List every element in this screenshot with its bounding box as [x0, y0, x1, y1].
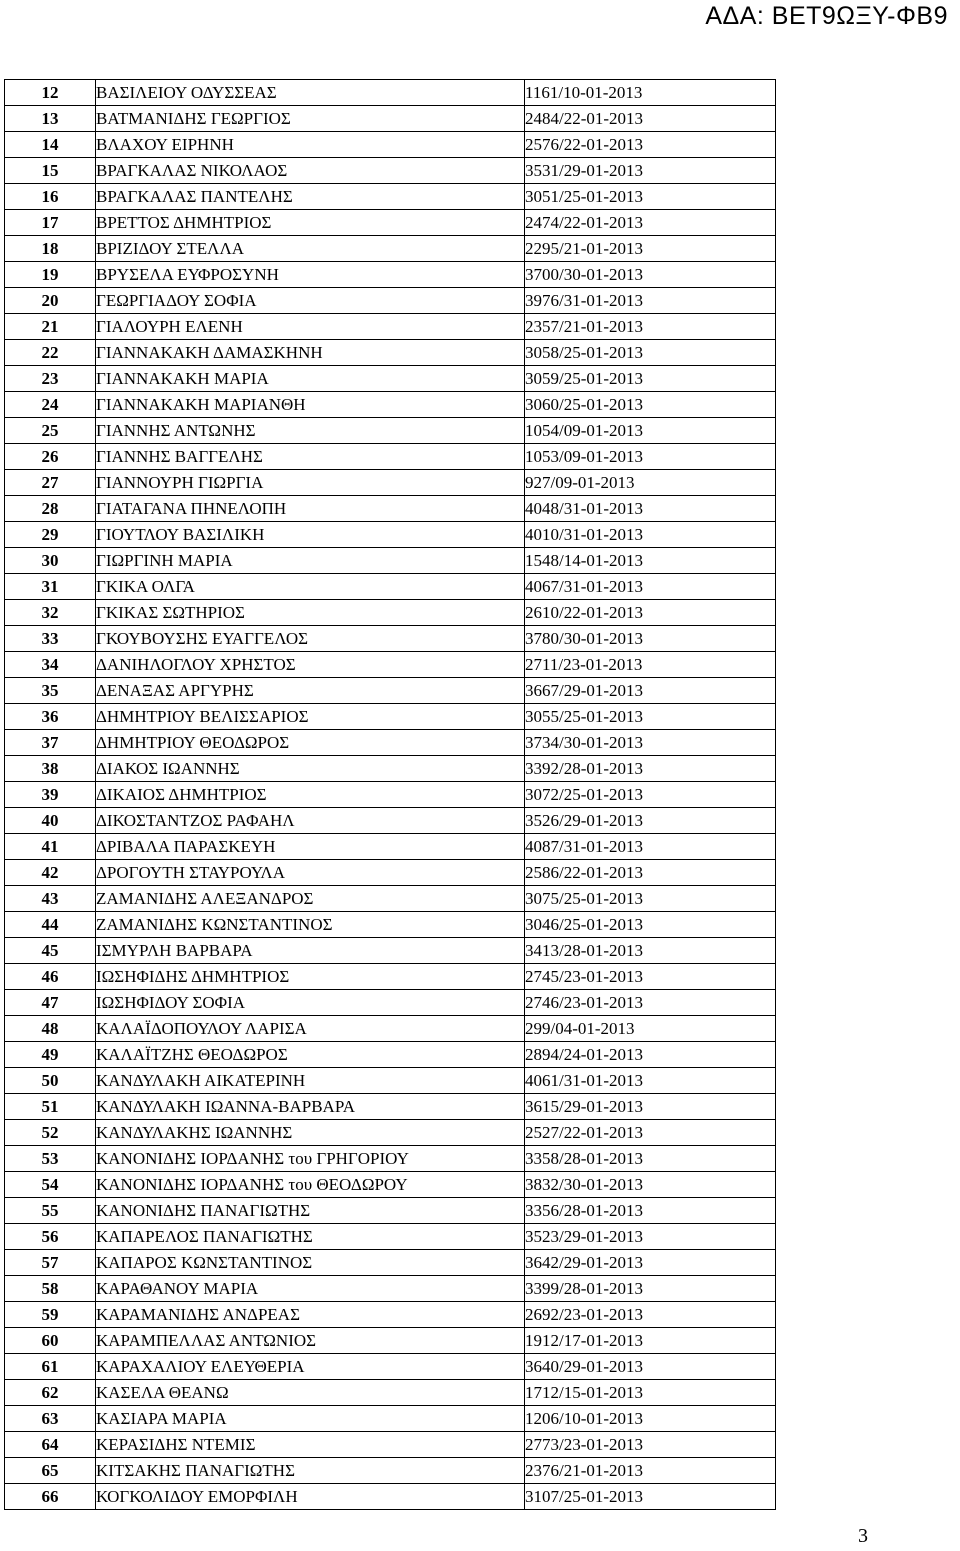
table-row [5, 392, 935, 418]
row-blank-cell [776, 1354, 935, 1380]
table-row [5, 938, 935, 964]
row-blank-cell [776, 1484, 935, 1510]
row-number: 52 [5, 1120, 96, 1146]
row-number: 36 [5, 704, 96, 730]
row-name: ΚΑΝΟΝΙΔΗΣ ΙΟΡΔΑΝΗΣ του ΘΕΟΔΩΡΟΥ [96, 1172, 525, 1198]
row-blank-cell [776, 990, 935, 1016]
row-number: 63 [5, 1406, 96, 1432]
table-row [5, 600, 935, 626]
row-protocol: 1548/14-01-2013 [525, 548, 776, 574]
row-protocol: 3523/29-01-2013 [525, 1224, 776, 1250]
row-name: ΚΑΣΙΑΡΑ ΜΑΡΙΑ [96, 1406, 525, 1432]
row-number: 65 [5, 1458, 96, 1484]
row-name: ΓΚΙΚΑΣ ΣΩΤΗΡΙΟΣ [96, 600, 525, 626]
table-row [5, 1068, 935, 1094]
row-blank-cell [776, 132, 935, 158]
table-row [5, 730, 935, 756]
row-blank-cell [776, 860, 935, 886]
row-number: 37 [5, 730, 96, 756]
row-blank-cell [776, 626, 935, 652]
row-blank-cell [776, 912, 935, 938]
row-protocol: 3780/30-01-2013 [525, 626, 776, 652]
row-number: 23 [5, 366, 96, 392]
row-protocol: 1712/15-01-2013 [525, 1380, 776, 1406]
row-number: 46 [5, 964, 96, 990]
row-number: 17 [5, 210, 96, 236]
row-number: 31 [5, 574, 96, 600]
row-name: ΚΑΠΑΡΕΛΟΣ ΠΑΝΑΓΙΩΤΗΣ [96, 1224, 525, 1250]
table-row [5, 678, 935, 704]
row-name: ΔΙΚΟΣΤΑΝΤΖΟΣ ΡΑΦΑΗΛ [96, 808, 525, 834]
row-name: ΚΑΝΟΝΙΔΗΣ ΙΟΡΔΑΝΗΣ του ΓΡΗΓΟΡΙΟΥ [96, 1146, 525, 1172]
row-number: 44 [5, 912, 96, 938]
row-protocol: 3526/29-01-2013 [525, 808, 776, 834]
row-protocol: 3700/30-01-2013 [525, 262, 776, 288]
row-name: ΖΑΜΑΝΙΔΗΣ ΑΛΕΞΑΝΔΡΟΣ [96, 886, 525, 912]
table-row [5, 652, 935, 678]
row-number: 55 [5, 1198, 96, 1224]
row-blank-cell [776, 964, 935, 990]
row-protocol: 3392/28-01-2013 [525, 756, 776, 782]
table-row [5, 886, 935, 912]
row-protocol: 4010/31-01-2013 [525, 522, 776, 548]
row-protocol: 3356/28-01-2013 [525, 1198, 776, 1224]
row-protocol: 4087/31-01-2013 [525, 834, 776, 860]
row-blank-cell [776, 834, 935, 860]
row-number: 30 [5, 548, 96, 574]
row-protocol: 3832/30-01-2013 [525, 1172, 776, 1198]
row-number: 45 [5, 938, 96, 964]
row-number: 32 [5, 600, 96, 626]
row-protocol: 2894/24-01-2013 [525, 1042, 776, 1068]
table-row [5, 210, 935, 236]
row-name: ΚΑΣΕΛΑ ΘΕΑΝΩ [96, 1380, 525, 1406]
row-protocol: 299/04-01-2013 [525, 1016, 776, 1042]
row-blank-cell [776, 600, 935, 626]
table-row [5, 1198, 935, 1224]
row-blank-cell [776, 262, 935, 288]
table-row [5, 1380, 935, 1406]
row-protocol: 1206/10-01-2013 [525, 1406, 776, 1432]
row-blank-cell [776, 444, 935, 470]
table-row [5, 1250, 935, 1276]
row-number: 26 [5, 444, 96, 470]
row-name: ΚΑΡΑΜΑΝΙΔΗΣ ΑΝΔΡΕΑΣ [96, 1302, 525, 1328]
row-number: 16 [5, 184, 96, 210]
row-name: ΚΑΡΑΜΠΕΛΛΑΣ ΑΝΤΩΝΙΟΣ [96, 1328, 525, 1354]
row-protocol: 2711/23-01-2013 [525, 652, 776, 678]
row-name: ΚΑΡΑΧΑΛΙΟΥ ΕΛΕΥΘΕΡΙΑ [96, 1354, 525, 1380]
row-protocol: 2376/21-01-2013 [525, 1458, 776, 1484]
row-number: 48 [5, 1016, 96, 1042]
table-row [5, 106, 935, 132]
row-name: ΚΑΝΔΥΛΑΚΗ ΙΩΑΝΝΑ-ΒΑΡΒΑΡΑ [96, 1094, 525, 1120]
row-name: ΒΡΕΤΤΟΣ ΔΗΜΗΤΡΙΟΣ [96, 210, 525, 236]
row-number: 64 [5, 1432, 96, 1458]
table-row [5, 1016, 935, 1042]
row-name: ΔΕΝΑΞΑΣ ΑΡΓΥΡΗΣ [96, 678, 525, 704]
row-name: ΔΙΚΑΙΟΣ ΔΗΜΗΤΡΙΟΣ [96, 782, 525, 808]
row-name: ΚΑΝΔΥΛΑΚΗ ΑΙΚΑΤΕΡΙΝΗ [96, 1068, 525, 1094]
row-number: 57 [5, 1250, 96, 1276]
row-blank-cell [776, 1042, 935, 1068]
table-row [5, 340, 935, 366]
row-protocol: 3051/25-01-2013 [525, 184, 776, 210]
row-number: 66 [5, 1484, 96, 1510]
table-row [5, 1302, 935, 1328]
row-name: ΚΑΛΑΪΤΖΗΣ ΘΕΟΔΩΡΟΣ [96, 1042, 525, 1068]
row-protocol: 1053/09-01-2013 [525, 444, 776, 470]
row-blank-cell [776, 158, 935, 184]
row-name: ΒΡΥΣΕΛΑ ΕΥΦΡΟΣΥΝΗ [96, 262, 525, 288]
table-row [5, 626, 935, 652]
table-row [5, 496, 935, 522]
row-name: ΒΡΑΓΚΑΛΑΣ ΠΑΝΤΕΛΗΣ [96, 184, 525, 210]
row-number: 61 [5, 1354, 96, 1380]
row-name: ΓΚΙΚΑ ΟΛΓΑ [96, 574, 525, 600]
row-blank-cell [776, 1328, 935, 1354]
row-blank-cell [776, 1068, 935, 1094]
row-blank-cell [776, 1016, 935, 1042]
row-blank-cell [776, 1198, 935, 1224]
row-number: 18 [5, 236, 96, 262]
row-name: ΔΑΝΙΗΛΟΓΛΟΥ ΧΡΗΣΤΟΣ [96, 652, 525, 678]
row-number: 24 [5, 392, 96, 418]
row-number: 62 [5, 1380, 96, 1406]
row-blank-cell [776, 1224, 935, 1250]
table-row [5, 756, 935, 782]
table-row [5, 1224, 935, 1250]
row-blank-cell [776, 808, 935, 834]
row-blank-cell [776, 210, 935, 236]
row-number: 29 [5, 522, 96, 548]
row-number: 60 [5, 1328, 96, 1354]
row-number: 59 [5, 1302, 96, 1328]
row-blank-cell [776, 366, 935, 392]
row-blank-cell [776, 1146, 935, 1172]
row-name: ΓΙΑΝΝΗΣ ΒΑΓΓΕΛΗΣ [96, 444, 525, 470]
row-blank-cell [776, 574, 935, 600]
row-protocol: 4048/31-01-2013 [525, 496, 776, 522]
row-protocol: 3058/25-01-2013 [525, 340, 776, 366]
table-row [5, 912, 935, 938]
row-name: ΚΑΛΑΪΔΟΠΟΥΛΟΥ ΛΑΡΙΣΑ [96, 1016, 525, 1042]
row-number: 13 [5, 106, 96, 132]
table-row [5, 964, 935, 990]
table-row [5, 236, 935, 262]
table-row [5, 522, 935, 548]
row-protocol: 2474/22-01-2013 [525, 210, 776, 236]
table-row [5, 1406, 935, 1432]
row-name: ΙΩΣΗΦΙΔΗΣ ΔΗΜΗΤΡΙΟΣ [96, 964, 525, 990]
row-name: ΚΕΡΑΣΙΔΗΣ ΝΤΕΜΙΣ [96, 1432, 525, 1458]
row-blank-cell [776, 496, 935, 522]
row-name: ΒΑΣΙΛΕΙΟΥ ΟΔΥΣΣΕΑΣ [96, 80, 525, 106]
table-row [5, 704, 935, 730]
row-blank-cell [776, 392, 935, 418]
row-number: 49 [5, 1042, 96, 1068]
row-name: ΓΚΟΥΒΟΥΣΗΣ ΕΥΑΓΓΕΛΟΣ [96, 626, 525, 652]
row-blank-cell [776, 1406, 935, 1432]
roster-table [4, 79, 935, 1510]
row-protocol: 2576/22-01-2013 [525, 132, 776, 158]
row-name: ΓΙΑΝΝΑΚΑΚΗ ΔΑΜΑΣΚΗΝΗ [96, 340, 525, 366]
table-row [5, 80, 935, 106]
table-row [5, 860, 935, 886]
row-blank-cell [776, 1172, 935, 1198]
row-number: 28 [5, 496, 96, 522]
table-row [5, 1042, 935, 1068]
table-row [5, 1458, 935, 1484]
row-name: ΖΑΜΑΝΙΔΗΣ ΚΩΝΣΤΑΝΤΙΝΟΣ [96, 912, 525, 938]
row-number: 39 [5, 782, 96, 808]
table-row [5, 366, 935, 392]
row-blank-cell [776, 1276, 935, 1302]
row-number: 42 [5, 860, 96, 886]
row-blank-cell [776, 340, 935, 366]
row-blank-cell [776, 80, 935, 106]
row-protocol: 927/09-01-2013 [525, 470, 776, 496]
row-number: 40 [5, 808, 96, 834]
row-protocol: 2527/22-01-2013 [525, 1120, 776, 1146]
row-name: ΓΙΑΝΝΗΣ ΑΝΤΩΝΗΣ [96, 418, 525, 444]
row-blank-cell [776, 704, 935, 730]
row-number: 33 [5, 626, 96, 652]
row-protocol: 3399/28-01-2013 [525, 1276, 776, 1302]
table-row [5, 548, 935, 574]
row-name: ΚΙΤΣΑΚΗΣ ΠΑΝΑΓΙΩΤΗΣ [96, 1458, 525, 1484]
row-name: ΓΙΑΛΟΥΡΗ ΕΛΕΝΗ [96, 314, 525, 340]
row-protocol: 3075/25-01-2013 [525, 886, 776, 912]
row-name: ΔΗΜΗΤΡΙΟΥ ΒΕΛΙΣΣΑΡΙΟΣ [96, 704, 525, 730]
row-protocol: 2484/22-01-2013 [525, 106, 776, 132]
row-blank-cell [776, 730, 935, 756]
row-number: 38 [5, 756, 96, 782]
row-number: 27 [5, 470, 96, 496]
row-number: 22 [5, 340, 96, 366]
table-row [5, 1328, 935, 1354]
table-row [5, 574, 935, 600]
table-row [5, 132, 935, 158]
table-row [5, 1146, 935, 1172]
row-blank-cell [776, 522, 935, 548]
row-name: ΙΩΣΗΦΙΔΟΥ ΣΟΦΙΑ [96, 990, 525, 1016]
row-blank-cell [776, 1094, 935, 1120]
row-name: ΔΡΙΒΑΛΑ ΠΑΡΑΣΚΕΥΗ [96, 834, 525, 860]
row-name: ΓΙΑΝΝΑΚΑΚΗ ΜΑΡΙΑ [96, 366, 525, 392]
row-blank-cell [776, 756, 935, 782]
row-blank-cell [776, 236, 935, 262]
row-protocol: 4067/31-01-2013 [525, 574, 776, 600]
table-row [5, 990, 935, 1016]
row-number: 41 [5, 834, 96, 860]
row-name: ΒΛΑΧΟΥ ΕΙΡΗΝΗ [96, 132, 525, 158]
row-name: ΔΡΟΓΟΥΤΗ ΣΤΑΥΡΟΥΛΑ [96, 860, 525, 886]
row-number: 14 [5, 132, 96, 158]
table-row [5, 444, 935, 470]
page-number: 3 [858, 1525, 868, 1547]
table-row [5, 1432, 935, 1458]
row-blank-cell [776, 418, 935, 444]
row-protocol: 3358/28-01-2013 [525, 1146, 776, 1172]
row-protocol: 2357/21-01-2013 [525, 314, 776, 340]
row-name: ΚΑΠΑΡΟΣ ΚΩΝΣΤΑΝΤΙΝΟΣ [96, 1250, 525, 1276]
table-row [5, 1094, 935, 1120]
row-protocol: 3413/28-01-2013 [525, 938, 776, 964]
row-protocol: 3642/29-01-2013 [525, 1250, 776, 1276]
row-blank-cell [776, 1458, 935, 1484]
row-name: ΚΑΝΟΝΙΔΗΣ ΠΑΝΑΓΙΩΤΗΣ [96, 1198, 525, 1224]
row-name: ΓΙΑΝΝΟΥΡΗ ΓΙΩΡΓΙΑ [96, 470, 525, 496]
row-number: 56 [5, 1224, 96, 1250]
row-number: 19 [5, 262, 96, 288]
row-number: 58 [5, 1276, 96, 1302]
row-protocol: 2586/22-01-2013 [525, 860, 776, 886]
table-row [5, 1276, 935, 1302]
row-protocol: 2295/21-01-2013 [525, 236, 776, 262]
row-protocol: 3059/25-01-2013 [525, 366, 776, 392]
row-protocol: 3615/29-01-2013 [525, 1094, 776, 1120]
row-name: ΚΑΡΑΘΑΝΟΥ ΜΑΡΙΑ [96, 1276, 525, 1302]
table-row [5, 1484, 935, 1510]
row-blank-cell [776, 1302, 935, 1328]
row-blank-cell [776, 1432, 935, 1458]
table-row [5, 1354, 935, 1380]
table-row [5, 1120, 935, 1146]
row-name: ΚΑΝΔΥΛΑΚΗΣ ΙΩΑΝΝΗΣ [96, 1120, 525, 1146]
row-number: 20 [5, 288, 96, 314]
row-blank-cell [776, 314, 935, 340]
row-name: ΒΡΙΖΙΔΟΥ ΣΤΕΛΛΑ [96, 236, 525, 262]
row-protocol: 3060/25-01-2013 [525, 392, 776, 418]
row-protocol: 3640/29-01-2013 [525, 1354, 776, 1380]
row-blank-cell [776, 1250, 935, 1276]
row-name: ΓΙΩΡΓΙΝΗ ΜΑΡΙΑ [96, 548, 525, 574]
table-row [5, 158, 935, 184]
row-blank-cell [776, 470, 935, 496]
row-protocol: 1054/09-01-2013 [525, 418, 776, 444]
row-protocol: 3055/25-01-2013 [525, 704, 776, 730]
row-blank-cell [776, 288, 935, 314]
row-name: ΓΙΑΤΑΓΑΝΑ ΠΗΝΕΛΟΠΗ [96, 496, 525, 522]
row-name: ΙΣΜΥΡΛΗ ΒΑΡΒΑΡΑ [96, 938, 525, 964]
table-row [5, 262, 935, 288]
row-name: ΚΟΓΚΟΛΙΔΟΥ ΕΜΟΡΦΙΛΗ [96, 1484, 525, 1510]
table-row [5, 184, 935, 210]
row-name: ΒΑΤΜΑΝΙΔΗΣ ΓΕΩΡΓΙΟΣ [96, 106, 525, 132]
table-row [5, 470, 935, 496]
row-blank-cell [776, 106, 935, 132]
row-name: ΓΙΑΝΝΑΚΑΚΗ ΜΑΡΙΑΝΘΗ [96, 392, 525, 418]
row-number: 54 [5, 1172, 96, 1198]
row-protocol: 1912/17-01-2013 [525, 1328, 776, 1354]
row-blank-cell [776, 652, 935, 678]
row-name: ΓΙΟΥΤΛΟΥ ΒΑΣΙΛΙΚΗ [96, 522, 525, 548]
row-number: 25 [5, 418, 96, 444]
row-name: ΓΕΩΡΓΙΑΔΟΥ ΣΟΦΙΑ [96, 288, 525, 314]
row-protocol: 3531/29-01-2013 [525, 158, 776, 184]
row-blank-cell [776, 1120, 935, 1146]
row-blank-cell [776, 938, 935, 964]
row-protocol: 2692/23-01-2013 [525, 1302, 776, 1328]
table-row [5, 314, 935, 340]
row-protocol: 2610/22-01-2013 [525, 600, 776, 626]
row-protocol: 3976/31-01-2013 [525, 288, 776, 314]
row-protocol: 4061/31-01-2013 [525, 1068, 776, 1094]
row-number: 50 [5, 1068, 96, 1094]
row-protocol: 2746/23-01-2013 [525, 990, 776, 1016]
row-blank-cell [776, 184, 935, 210]
row-number: 35 [5, 678, 96, 704]
row-blank-cell [776, 678, 935, 704]
row-number: 53 [5, 1146, 96, 1172]
table-row [5, 1172, 935, 1198]
row-protocol: 3667/29-01-2013 [525, 678, 776, 704]
roster-table-body [5, 80, 935, 1510]
row-protocol: 3734/30-01-2013 [525, 730, 776, 756]
table-row [5, 782, 935, 808]
row-blank-cell [776, 1380, 935, 1406]
row-number: 43 [5, 886, 96, 912]
row-protocol: 1161/10-01-2013 [525, 80, 776, 106]
row-protocol: 2773/23-01-2013 [525, 1432, 776, 1458]
ada-code: ΑΔΑ: ΒΕΤ9ΩΞΥ-ΦΒ9 [705, 2, 948, 30]
table-row [5, 808, 935, 834]
row-blank-cell [776, 548, 935, 574]
row-name: ΔΗΜΗΤΡΙΟΥ ΘΕΟΔΩΡΟΣ [96, 730, 525, 756]
row-name: ΔΙΑΚΟΣ ΙΩΑΝΝΗΣ [96, 756, 525, 782]
row-number: 51 [5, 1094, 96, 1120]
row-protocol: 3046/25-01-2013 [525, 912, 776, 938]
row-name: ΒΡΑΓΚΑΛΑΣ ΝΙΚΟΛΑΟΣ [96, 158, 525, 184]
row-protocol: 2745/23-01-2013 [525, 964, 776, 990]
row-protocol: 3072/25-01-2013 [525, 782, 776, 808]
row-blank-cell [776, 782, 935, 808]
table-row [5, 834, 935, 860]
row-number: 12 [5, 80, 96, 106]
table-row [5, 288, 935, 314]
row-number: 47 [5, 990, 96, 1016]
row-number: 21 [5, 314, 96, 340]
row-number: 34 [5, 652, 96, 678]
row-number: 15 [5, 158, 96, 184]
row-blank-cell [776, 886, 935, 912]
table-row [5, 418, 935, 444]
row-protocol: 3107/25-01-2013 [525, 1484, 776, 1510]
